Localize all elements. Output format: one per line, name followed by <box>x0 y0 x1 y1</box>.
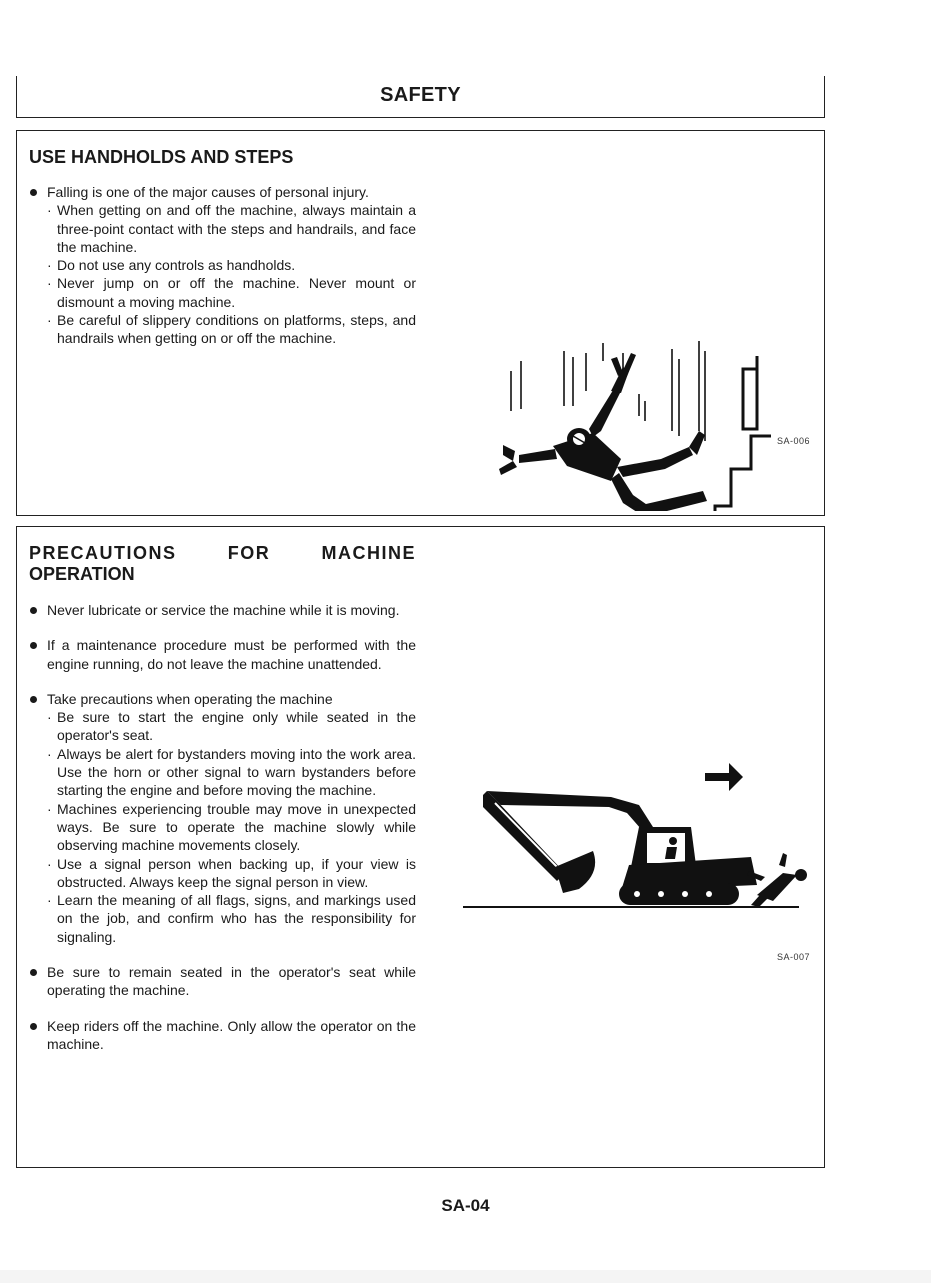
sub-item: · Never jump on or off the machine. Never mount or dismount a moving machine. <box>29 274 416 311</box>
section-body <box>29 183 416 348</box>
section-title <box>29 543 416 564</box>
bullet-item: Keep riders off the machine. Only allow the operator on the machine. <box>29 1017 416 1054</box>
title-word: FOR <box>227 543 271 563</box>
page-header <box>16 76 825 118</box>
sub-item: · When getting on and off the machine, always maintain a three-point contact with the steps and handrails, and face the machine. <box>29 201 416 256</box>
section-body <box>29 601 416 1053</box>
section-use-handholds <box>16 130 825 516</box>
bullet-item: Be sure to remain seated in the operator's seat while operating the machine. <box>29 963 416 1000</box>
page-bottom-band <box>0 1270 931 1283</box>
section-machine-operation <box>16 526 825 1168</box>
section-title: USE HANDHOLDS AND STEPS <box>29 147 294 167</box>
figure-code: SA-007 <box>777 952 811 962</box>
page-title: SAFETY <box>380 84 461 106</box>
figure-code: SA-006 <box>777 436 811 446</box>
sub-item: · Do not use any controls as handholds. <box>29 256 416 274</box>
page-number: SA-04 <box>441 1196 490 1215</box>
excavator-striking-person-icon <box>461 755 817 915</box>
sub-item: · Machines experiencing trouble may move in unexpected ways. Be sure to operate the machine slowly while observing machine movements closely. <box>29 800 416 855</box>
sub-item: · Use a signal person when backing up, if your view is obstructed. Always keep the signal person in view. <box>29 855 416 892</box>
sub-item: · Be careful of slippery conditions on platforms, steps, and handrails when getting on or off the machine. <box>29 311 416 348</box>
sub-item: · Be sure to start the engine only while seated in the operator's seat. <box>29 708 416 745</box>
sub-item: · Always be alert for bystanders moving into the work area. Use the horn or other signal to warn bystanders before starting the engine and before moving the machine. <box>29 745 416 800</box>
bullet-item: If a maintenance procedure must be performed with the engine running, do not leave the machine unattended. <box>29 636 416 673</box>
person-falling-from-steps-icon <box>493 241 793 511</box>
title-word: PRECAUTIONS <box>29 543 177 563</box>
bullet-item: Falling is one of the major causes of personal injury. <box>29 183 416 201</box>
sub-item: · Learn the meaning of all flags, signs, and markings used on the job, and confirm who has the responsibility for signaling. <box>29 891 416 946</box>
bullet-item: Take precautions when operating the machine <box>29 690 416 708</box>
bullet-item: Never lubricate or service the machine while it is moving. <box>29 601 416 619</box>
title-word: MACHINE <box>321 543 416 563</box>
section-title-line2: OPERATION <box>29 564 135 584</box>
